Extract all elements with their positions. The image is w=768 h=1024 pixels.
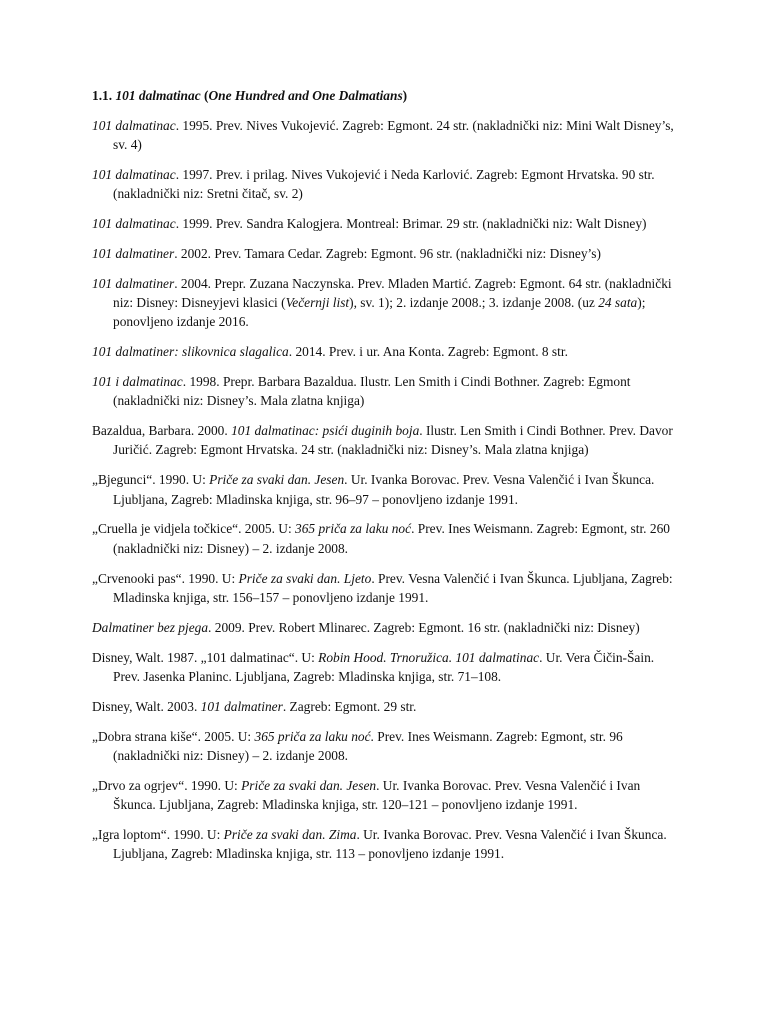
entry-text: „Dobra strana kiše“. 2005. U:: [92, 728, 255, 744]
entry-title-italic: Priče za svaki dan. Jesen: [241, 777, 377, 793]
entry-text: . 2002. Prev. Tamara Cedar. Zagreb: Egmont. 96 str. (nakladnički niz: Disney’s): [174, 246, 601, 262]
bibliography-entry: [92, 825, 682, 863]
entry-text: . 1998. Prepr. Barbara Bazaldua. Ilustr. Len Smith i Cindi Bothner. Zagreb: Egmont (nakladnički niz: Disney’s. Mala zlatna knjiga): [113, 374, 631, 409]
bibliography-entry: [92, 648, 682, 686]
entry-title-italic: 24 sata: [598, 295, 638, 311]
entry-text: Disney, Walt. 2003.: [92, 698, 201, 714]
bibliography-entry: [92, 214, 682, 233]
entry-text: . Ur. Ivanka Borovac. Prev. Vesna Valenčić i Ivan Škunca. Ljubljana, Zagreb: Mladinska knjiga, str. 120–121 – ponovljeno izdanje 1991.: [113, 777, 641, 812]
bibliography-entry: [92, 421, 682, 459]
entry-text: ), sv. 1); 2. izdanje 2008.; 3. izdanje 2008. (uz: [349, 295, 599, 311]
entry-text: Bazaldua, Barbara. 2000.: [92, 423, 232, 439]
entry-text: . Prev. Ines Weismann. Zagreb: Egmont, str. 260 (nakladnički niz: Disney) – 2. izdanje 2008.: [113, 521, 670, 556]
entry-title-italic: Večernji list: [285, 295, 350, 311]
bibliography-entry: [92, 116, 682, 154]
entry-text: . Ur. Vera Čičin-Šain. Prev. Jasenka Planinc. Ljubljana, Zagreb: Mladinska knjiga, str. 71–108.: [113, 649, 655, 684]
bibliography-entry: [92, 342, 682, 361]
entry-title-italic: Priče za svaki dan. Jesen: [209, 472, 345, 488]
bibliography-entry: [92, 519, 682, 557]
entry-text: Disney, Walt. 1987. „101 dalmatinac“. U:: [92, 649, 319, 665]
entry-title-italic: 101 dalmatiner: slikovnica slagalica: [92, 344, 289, 360]
entry-title-italic: Robin Hood. Trnoružica. 101 dalmatinac: [318, 649, 540, 665]
entry-title-italic: 101 dalmatinac: psići duginih boja: [231, 423, 420, 439]
bibliography-entry: [92, 274, 682, 332]
entry-title-italic: 365 priča za laku noć: [295, 521, 412, 537]
entry-text: . 2014. Prev. i ur. Ana Konta. Zagreb: Egmont. 8 str.: [288, 344, 568, 360]
entry-text: . Zagreb: Egmont. 29 str.: [282, 698, 417, 714]
entry-text: . Prev. Vesna Valenčić i Ivan Škunca. Ljubljana, Zagreb: Mladinska knjiga, str. 156–157 – ponovljeno izdanje 1991.: [113, 570, 673, 605]
entry-text: . Ilustr. Len Smith i Cindi Bothner. Prev. Davor Juričić. Zagreb: Egmont Hrvatska. 24 str. (nakladnički niz: Disney’s. Mala zlatna knjiga): [113, 423, 673, 458]
bibliography-entry: [92, 372, 682, 410]
entry-text: . Ur. Ivanka Borovac. Prev. Vesna Valenčić i Ivan Škunca. Ljubljana, Zagreb: Mladinska knjiga, str. 113 – ponovljeno izdanje 1991.: [113, 826, 667, 861]
bibliography-entry: [92, 727, 682, 765]
entry-title-italic: Dalmatiner bez pjega: [92, 619, 209, 635]
entry-text: „Cruella je vidjela točkice“. 2005. U:: [92, 521, 296, 537]
section-heading: 1.1. 101 dalmatinac (One Hundred and One Dalmatians): [92, 88, 408, 103]
entry-title-italic: 101 dalmatinac: [92, 167, 176, 183]
entry-text: . Ur. Ivanka Borovac. Prev. Vesna Valenčić i Ivan Škunca. Ljubljana, Zagreb: Mladinska knjiga, str. 96–97 – ponovljeno izdanje 1991.: [113, 472, 655, 507]
entry-text: . 2009. Prev. Robert Mlinarec. Zagreb: Egmont. 16 str. (nakladnički niz: Disney): [208, 619, 640, 635]
bibliography-entry: [92, 776, 682, 814]
entry-title-italic: Priče za svaki dan. Zima: [223, 826, 357, 842]
document-page: [92, 86, 682, 874]
entry-text: „Bjegunci“. 1990. U:: [92, 472, 210, 488]
entry-title-italic: 101 dalmatiner: [200, 698, 283, 714]
bibliography-entry: [92, 165, 682, 203]
entry-text: „Drvo za ogrjev“. 1990. U:: [92, 777, 242, 793]
bibliography-entry: [92, 244, 682, 263]
entry-text: . 1995. Prev. Nives Vukojević. Zagreb: Egmont. 24 str. (nakladnički niz: Mini Walt Disney’s, sv. 4): [113, 118, 674, 153]
entry-title-italic: 101 dalmatiner: [92, 246, 175, 262]
section-original-title: One Hundred and One Dalmatians: [208, 88, 403, 103]
entry-title-italic: Priče za svaki dan. Ljeto: [238, 570, 372, 586]
section-number: 1.1.: [92, 88, 113, 103]
bibliography-entry: [92, 569, 682, 607]
entry-title-italic: 101 dalmatinac: [92, 216, 176, 232]
entry-text: . Prev. Ines Weismann. Zagreb: Egmont, str. 96 (nakladnički niz: Disney) – 2. izdanje 2008.: [113, 728, 623, 763]
entry-text: „Igra loptom“. 1990. U:: [92, 826, 224, 842]
entry-text: . 1997. Prev. i prilag. Nives Vukojević i Neda Karlović. Zagreb: Egmont Hrvatska. 90 str. (nakladnički niz: Sretni čitač, sv. 2): [113, 167, 655, 202]
bibliography-entry: [92, 470, 682, 508]
bibliography-list: [92, 116, 682, 863]
bibliography-entry: [92, 618, 682, 637]
bibliography-entry: [92, 697, 682, 716]
entry-title-italic: 101 dalmatiner: [92, 275, 175, 291]
entry-text: „Crvenooki pas“. 1990. U:: [92, 570, 239, 586]
entry-title-italic: 101 dalmatinac: [92, 118, 176, 133]
section-title: 101 dalmatinac: [115, 88, 201, 103]
entry-text: ); ponovljeno izdanje 2016.: [113, 295, 646, 330]
entry-text: . 2004. Prepr. Zuzana Naczynska. Prev. Mladen Martić. Zagreb: Egmont. 64 str. (nakladnički niz: Disney: Disneyjevi klasici (: [113, 275, 672, 311]
entry-title-italic: 365 priča za laku noć: [254, 728, 371, 744]
entry-title-italic: 101 i dalmatinac: [92, 374, 183, 390]
entry-text: . 1999. Prev. Sandra Kalogjera. Montreal: Brimar. 29 str. (nakladnički niz: Walt Disney): [175, 216, 647, 232]
